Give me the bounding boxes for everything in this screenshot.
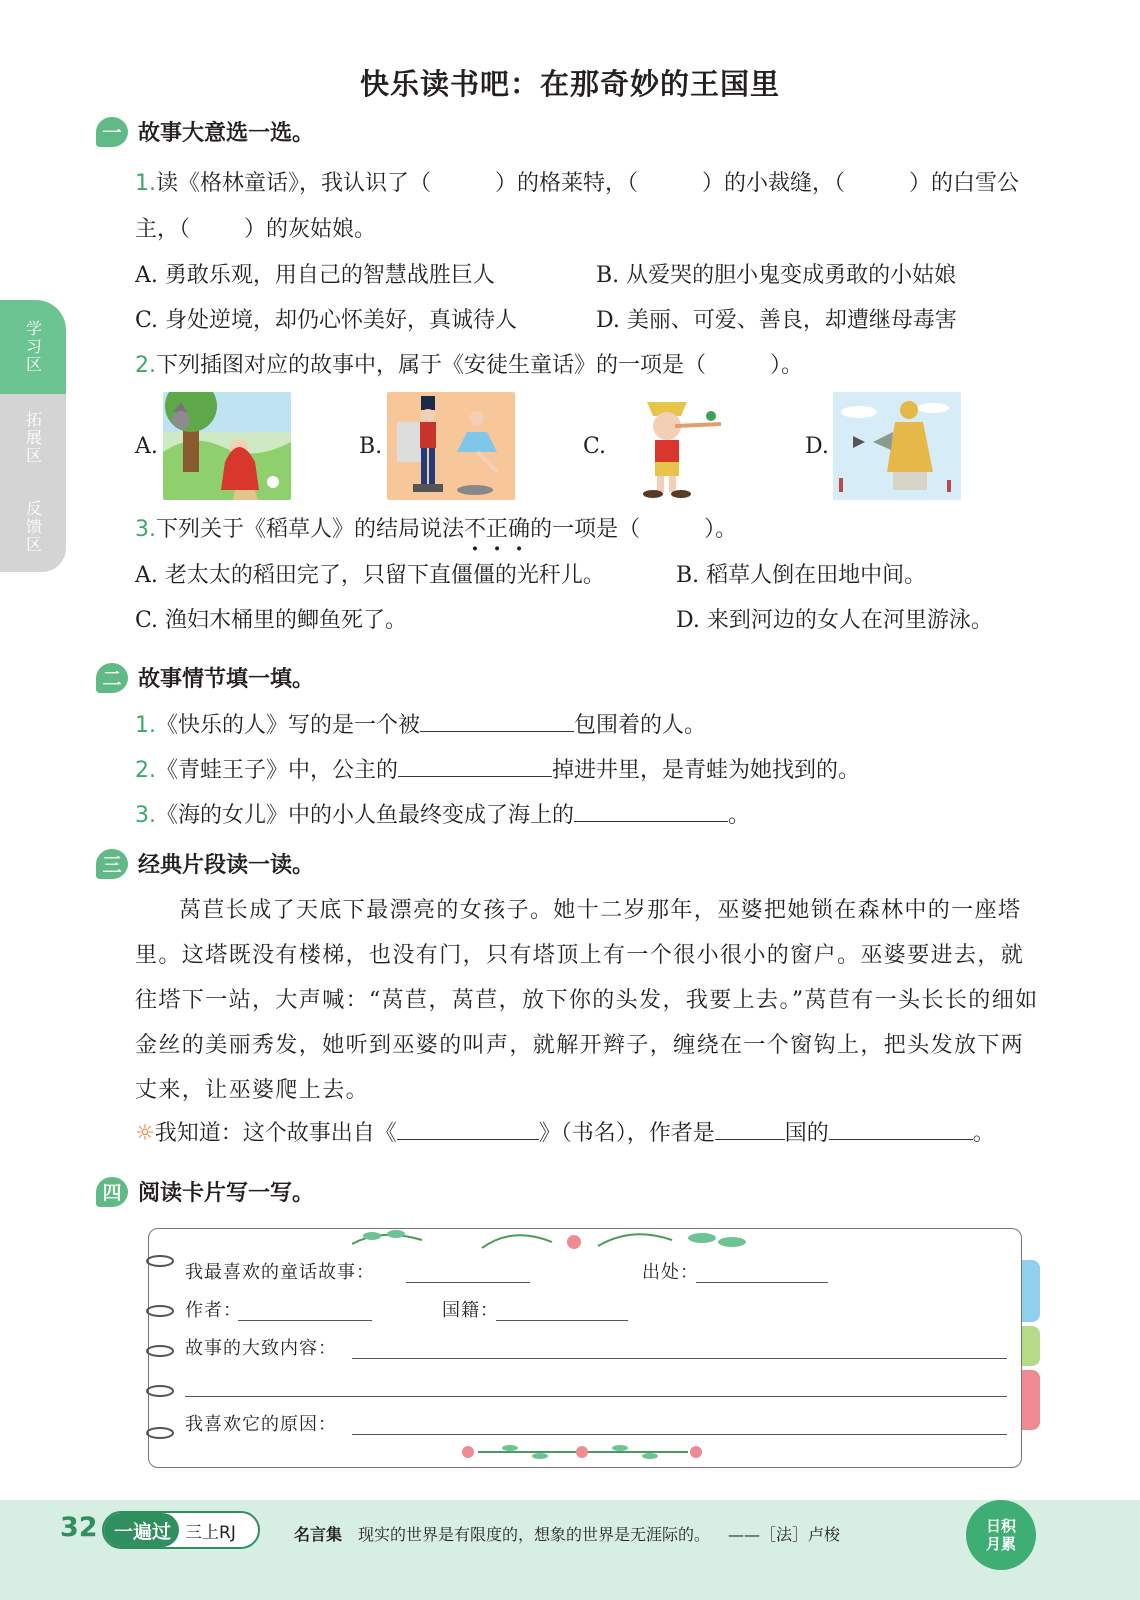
card-content-label: 故事的大致内容：	[185, 1338, 337, 1359]
binder-ring-4	[146, 1382, 174, 1394]
know-text-d: 。	[972, 1121, 995, 1146]
side-tabs	[0, 300, 66, 572]
q3-number: 3.	[135, 517, 156, 542]
q3-emphasis-3: 确	[508, 517, 531, 542]
section-2-title: 故事情节填一填。	[138, 667, 315, 692]
book-name-blank[interactable]	[397, 1118, 539, 1140]
section-4-badge: 四	[96, 1177, 128, 1207]
q2-number: 2.	[135, 353, 156, 378]
passage	[135, 888, 1047, 1113]
fill-item-2-number: 2.	[135, 758, 156, 783]
passage-text: 莴苣长成了天底下最漂亮的女孩子。她十二岁那年，巫婆把她锁在森林中的一座塔里。这塔既没有楼梯，也没有门，只有塔顶上有一个很小很小的窗户。巫婆要进去，就往塔下一站，大声喊：“莴苣，莴苣，放下你的头发，我要上去。”莴苣有一头长长的细如金丝的美丽秀发，她听到巫婆的叫声，就解开辫子，缠绕在一个窗钩上，把头发放下两丈来，让巫婆爬上去。	[135, 898, 1039, 1103]
q3-option-b: B. 稻草人倒在田地中间。	[676, 563, 927, 588]
q2-option-c[interactable]	[583, 392, 739, 500]
red-riding-hood-illustration	[163, 392, 291, 500]
q1-text-a: 读《格林童话》，我认识了（	[156, 171, 432, 196]
fill-item-1-text-b: 包围着的人。	[574, 713, 707, 738]
q2-option-a[interactable]	[135, 392, 291, 500]
card-reason-blank[interactable]	[352, 1434, 1007, 1435]
section-1-title: 故事大意选一选。	[138, 121, 315, 146]
card-content-blank-1[interactable]	[352, 1358, 1007, 1359]
q1-line-1	[135, 166, 1019, 197]
card-favorite-label: 我最喜欢的童话故事：	[185, 1262, 375, 1283]
brand-logo	[102, 1511, 260, 1549]
know-line	[135, 1116, 995, 1147]
grade-label: 三上RJ	[185, 1522, 236, 1543]
lightbulb-icon: ☼	[135, 1121, 155, 1146]
card-source-blank[interactable]	[696, 1282, 828, 1283]
page-title: 快乐读书吧：在那奇妙的王国里	[359, 67, 780, 101]
fill-item-3-number: 3.	[135, 803, 156, 828]
fill-item-3-blank[interactable]	[574, 800, 728, 822]
fill-item-1-number: 1.	[135, 713, 156, 738]
happy-prince-illustration	[833, 392, 961, 500]
q2-option-d-label: D.	[805, 433, 829, 459]
section-4-header	[96, 1176, 314, 1207]
q2-line	[135, 348, 803, 379]
q1-text-f: ）的灰姑娘。	[244, 217, 377, 242]
leaf-decoration-top	[352, 1222, 772, 1258]
quote-text: 现实的世界是有限度的，想象的世界是无涯际的。	[358, 1525, 711, 1544]
q1-option-b: B. 从爱哭的胆小鬼变成勇敢的小姑娘	[596, 263, 957, 288]
leaf-decoration-bottom	[460, 1440, 706, 1464]
binder-ring-2	[146, 1302, 174, 1314]
section-2-badge: 二	[96, 663, 128, 693]
q2-option-c-label: C.	[583, 433, 607, 459]
brand-name: 一遍过	[104, 1513, 179, 1547]
q3-text-a: 下列关于《稻草人》的结局说法	[156, 517, 465, 542]
q2-option-b[interactable]	[359, 392, 515, 500]
binder-ring-5	[146, 1424, 174, 1436]
card-favorite-blank[interactable]	[406, 1282, 530, 1283]
q1-text-e: 主，（	[135, 217, 191, 242]
fill-item-1	[135, 708, 706, 739]
q2-text-b: ）。	[770, 353, 804, 378]
q2-option-d[interactable]	[805, 392, 961, 500]
know-text-c: 国的	[784, 1121, 829, 1146]
card-tab-blue	[1020, 1260, 1040, 1322]
q3-option-a: A. 老太太的稻田完了，只留下直僵僵的光秆儿。	[135, 563, 605, 588]
q1-option-a: A. 勇敢乐观，用自己的智慧战胜巨人	[135, 263, 495, 288]
quote-label: 名言集	[294, 1525, 343, 1544]
section-3-title: 经典片段读一读。	[138, 853, 315, 878]
q1-line-2	[135, 212, 376, 243]
q3-text-b: 的一项是（	[530, 517, 641, 542]
badge-line-1: 日积	[985, 1517, 1016, 1535]
q3-emphasis-2: 正	[486, 517, 509, 542]
q1-option-c: C. 身处逆境，却仍心怀美好，真诚待人	[135, 308, 518, 333]
binder-ring-3	[146, 1342, 174, 1354]
section-2-header	[96, 662, 314, 693]
q1-text-b: ）的格莱特，（	[495, 171, 639, 196]
fill-item-2-text-a: 《青蛙王子》中，公主的	[156, 758, 399, 783]
fill-item-3-text-a: 《海的女儿》中的小人鱼最终变成了海上的	[156, 803, 575, 828]
know-text-a: 我知道：这个故事出自《	[154, 1121, 397, 1146]
card-author-label: 作者：	[185, 1300, 242, 1321]
q1-number: 1.	[135, 171, 156, 196]
q1-option-d: D. 美丽、可爱、善良，却遭继母毒害	[596, 308, 957, 333]
side-tab-extend[interactable]: 拓展区	[0, 394, 66, 482]
q3-text-c: ）。	[704, 517, 738, 542]
section-1-badge: 一	[96, 117, 128, 147]
section-1-header	[96, 116, 314, 147]
fill-item-2-text-b: 掉进井里，是青蛙为她找到的。	[552, 758, 861, 783]
section-3-badge: 三	[96, 849, 128, 879]
q2-option-a-label: A.	[135, 433, 158, 459]
section-3-header	[96, 848, 314, 879]
fill-item-2-blank[interactable]	[398, 755, 552, 777]
badge-line-2: 月累	[985, 1535, 1016, 1553]
q2-picture-options	[135, 392, 995, 504]
fill-item-1-blank[interactable]	[420, 710, 574, 732]
card-content-blank-2[interactable]	[185, 1396, 1007, 1397]
fill-item-3	[135, 798, 750, 829]
footer-quote	[294, 1522, 840, 1545]
card-author-blank[interactable]	[238, 1320, 372, 1321]
q3-option-c: C. 渔妇木桶里的鲫鱼死了。	[135, 608, 408, 633]
fill-item-1-text-a: 《快乐的人》写的是一个被	[156, 713, 421, 738]
card-source-label: 出处：	[642, 1262, 699, 1283]
q3-emphasis-1: 不	[464, 517, 487, 542]
pinocchio-illustration	[611, 392, 739, 500]
card-reason-label: 我喜欢它的原因：	[185, 1414, 337, 1435]
card-tab-green	[1020, 1326, 1040, 1366]
q3-option-d: D. 来到河边的女人在河里游泳。	[676, 608, 993, 633]
tin-soldier-illustration	[387, 392, 515, 500]
q1-text-c: ）的小裁缝，（	[702, 171, 846, 196]
side-tab-study[interactable]: 学习区	[0, 300, 66, 394]
q2-option-b-label: B.	[359, 433, 383, 459]
know-text-b: 》（书名），作者是	[538, 1121, 715, 1146]
q1-text-d: ）的白雪公	[909, 171, 1020, 196]
card-nationality-label: 国籍：	[442, 1300, 499, 1321]
side-tab-feedback[interactable]: 反馈区	[0, 482, 66, 572]
q3-line	[135, 512, 737, 543]
card-tab-red	[1020, 1370, 1040, 1430]
author-blank[interactable]	[829, 1118, 973, 1140]
q2-text-a: 下列插图对应的故事中，属于《安徒生童话》的一项是（	[156, 353, 707, 378]
fill-item-2	[135, 753, 860, 784]
card-nationality-blank[interactable]	[496, 1320, 628, 1321]
section-4-title: 阅读卡片写一写。	[138, 1181, 315, 1206]
daily-accumulation-badge	[966, 1500, 1036, 1570]
quote-author: ——［法］卢梭	[728, 1525, 841, 1544]
binder-ring-1	[146, 1252, 174, 1264]
country-blank[interactable]	[715, 1118, 785, 1140]
page-number: 32	[60, 1512, 98, 1543]
fill-item-3-text-b: 。	[728, 803, 751, 828]
